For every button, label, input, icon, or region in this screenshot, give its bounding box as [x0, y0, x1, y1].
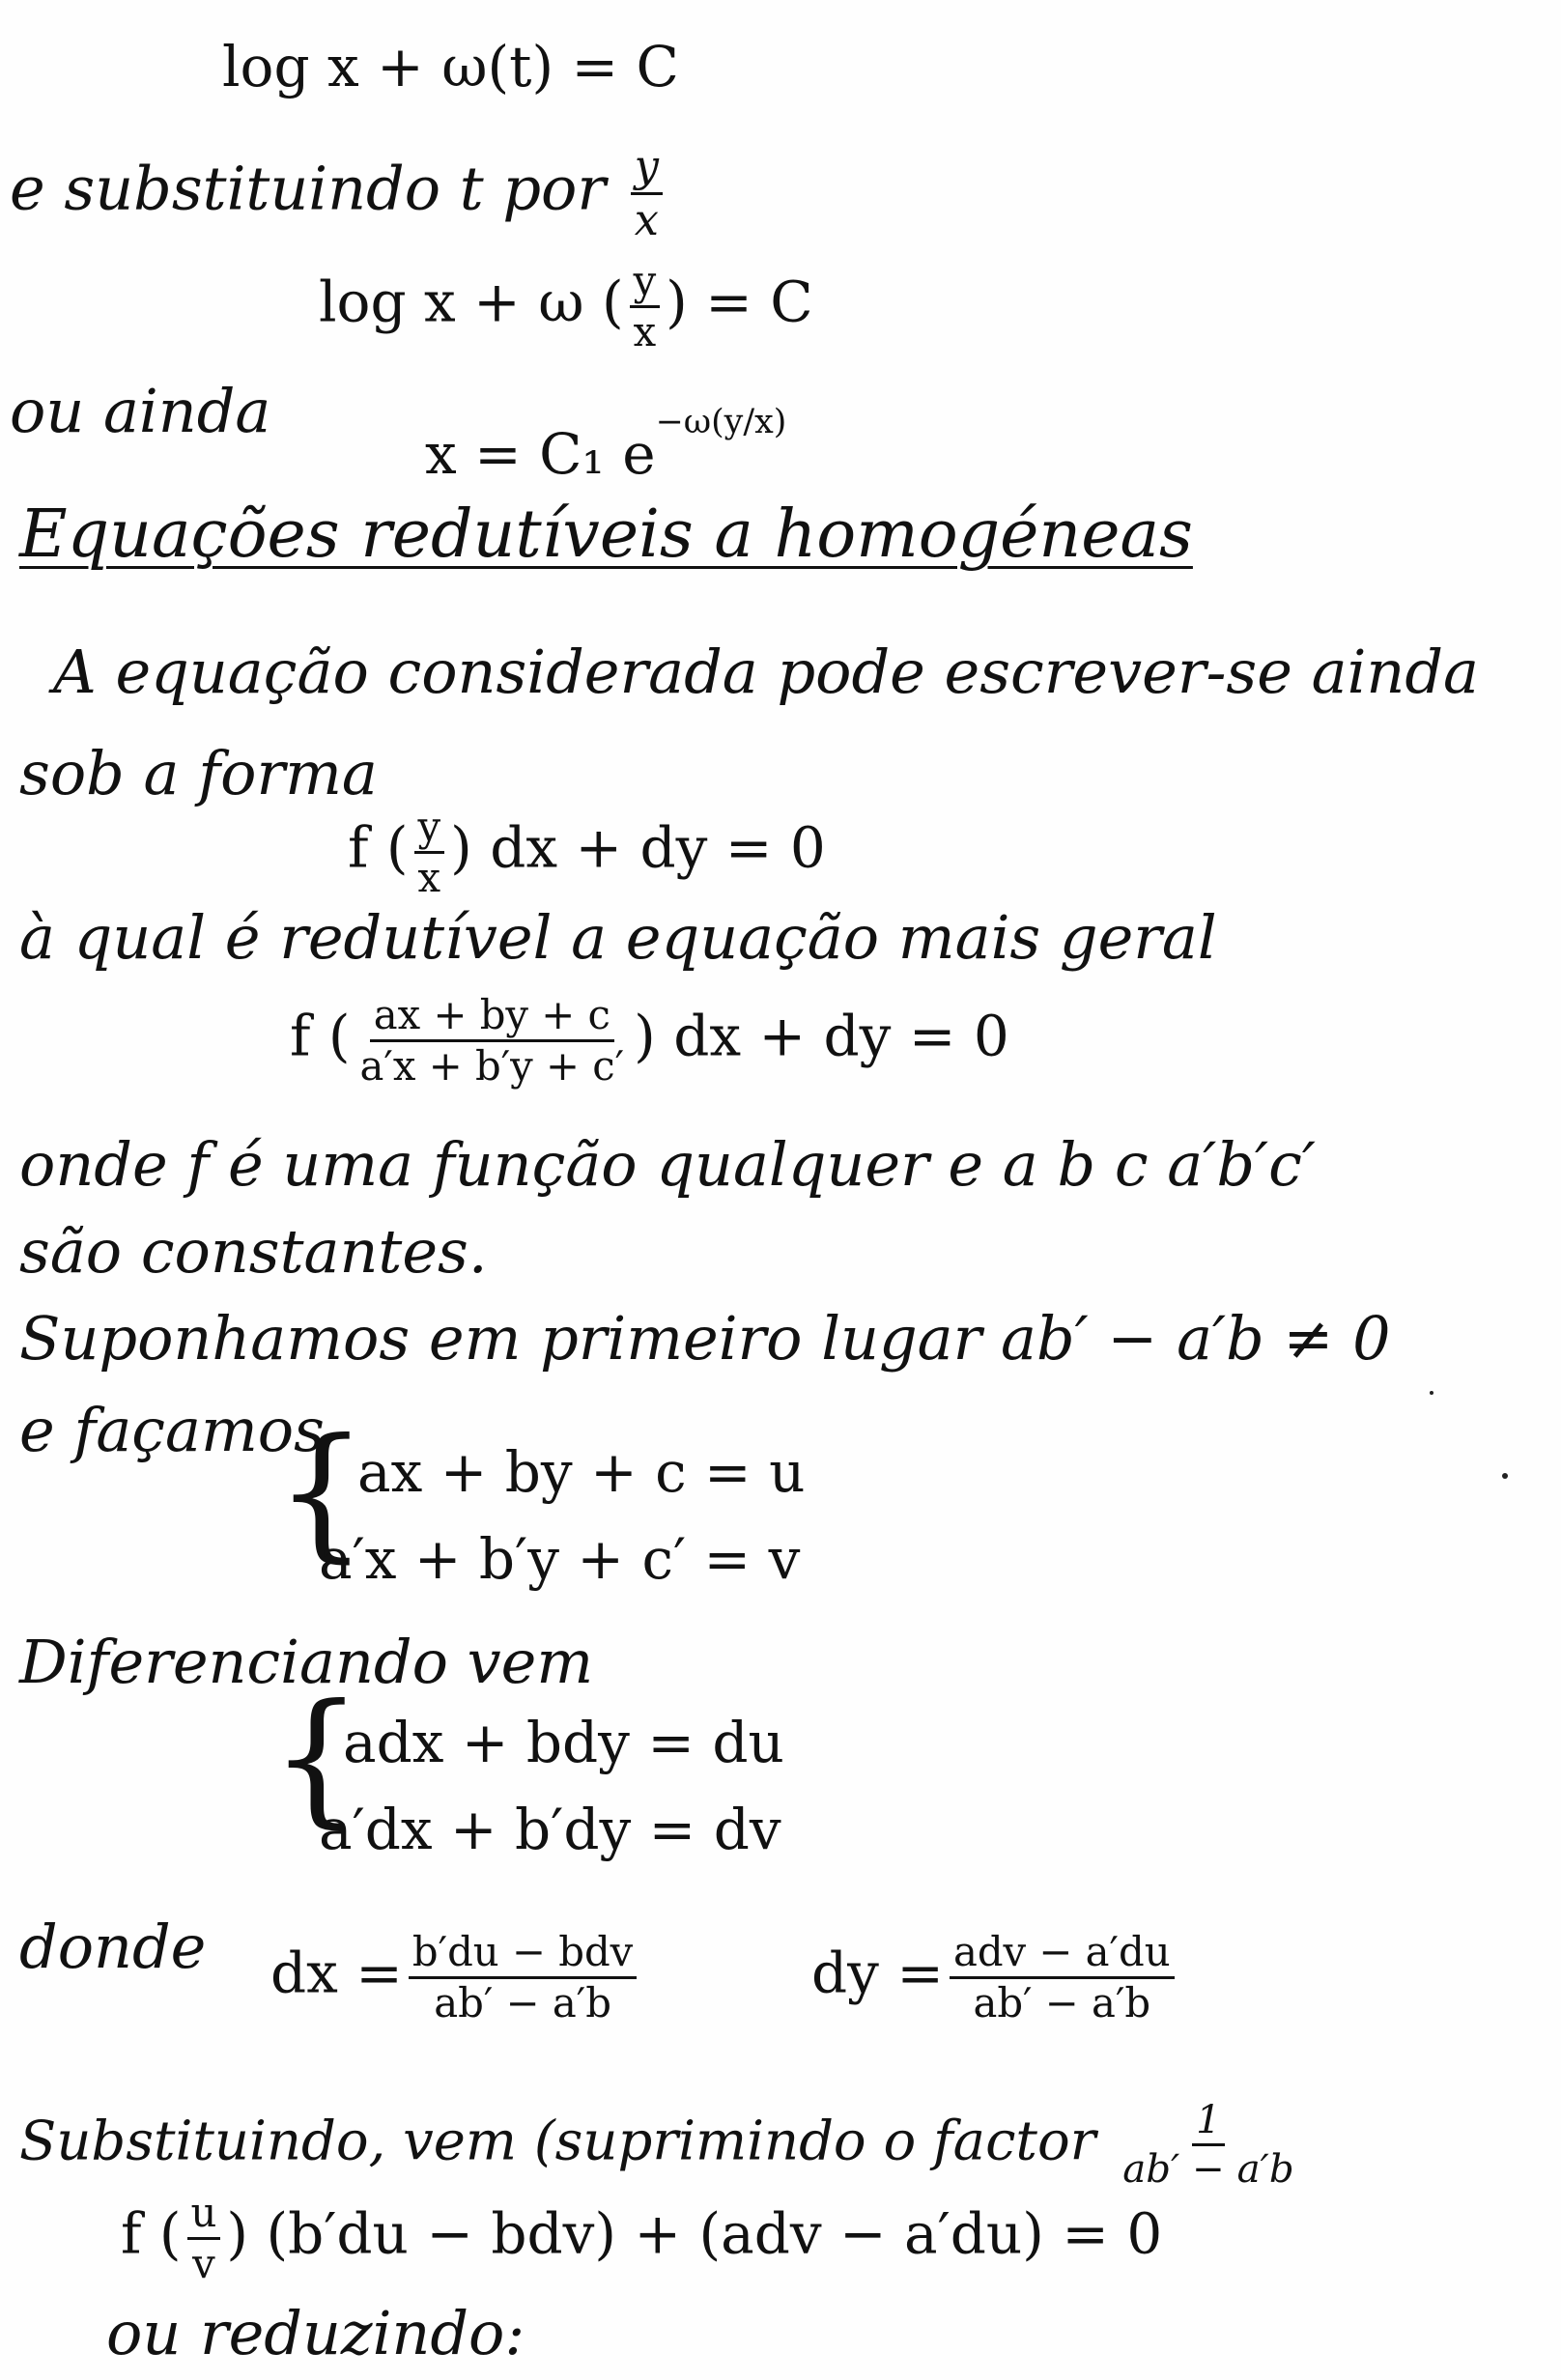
- equation-part-pre: log x + ω (: [319, 269, 624, 335]
- system-brace: {: [270, 1674, 363, 1842]
- fraction-y-over-x: [630, 257, 661, 355]
- fraction-denominator: x: [633, 307, 657, 355]
- equation-part-post: ) dx + dy = 0: [450, 814, 826, 881]
- paragraph-line: à qual é redutível a equação mais geral: [19, 902, 1217, 973]
- fraction-denominator: v: [192, 2239, 215, 2287]
- text-substituting-label: e substituindo t por: [10, 153, 607, 224]
- fraction-numerator: 1: [1192, 2101, 1225, 2146]
- paragraph-line: e façamos: [19, 1395, 325, 1465]
- paragraph-line: sob a forma: [19, 738, 378, 808]
- fraction-denominator: x: [634, 194, 659, 245]
- system-equation: a′x + b′y + c′ = v: [319, 1526, 801, 1592]
- system-equation: ax + by + c = u: [357, 1439, 806, 1505]
- equation-part-post: ) (b′du − bdv) + (adv − a′du) = 0: [226, 2200, 1163, 2267]
- equation-part-pre: f (: [121, 2200, 182, 2267]
- equation-general: [290, 991, 1009, 1090]
- equation-substituted: [121, 2189, 1163, 2287]
- fraction-numerator: u: [187, 2193, 221, 2240]
- fraction-dy: [950, 1928, 1175, 2026]
- text-substituting: [10, 141, 668, 245]
- ink-speck: [1430, 1391, 1433, 1395]
- paragraph-line: [19, 2097, 1304, 2193]
- paragraph-line: são constantes.: [19, 1216, 488, 1287]
- fraction-linear-ratio: [356, 991, 629, 1090]
- paragraph-line: ou reduzindo:: [106, 2298, 525, 2368]
- paragraph-line: A equação considerada pode escrever-se ainda: [53, 637, 1480, 707]
- equation-log-omega-substituted: [319, 257, 813, 355]
- paragraph-line: Diferenciando vem: [19, 1627, 594, 1697]
- equation-part-pre: f (: [290, 1003, 351, 1069]
- fraction-u-over-v: [187, 2189, 221, 2287]
- fraction-numerator: y: [414, 807, 445, 854]
- fraction-numerator: adv − a′du: [950, 1932, 1175, 1979]
- fraction-denominator: ab′ − a′b: [973, 1978, 1151, 2026]
- fraction-factor: [1119, 2097, 1297, 2193]
- fraction-denominator: ab′ − a′b: [434, 1978, 611, 2026]
- system-equation: a′dx + b′dy = dv: [319, 1797, 781, 1862]
- fraction-y-over-x: [631, 141, 663, 245]
- paragraph-line: Suponhamos em primeiro lugar ab′ − a′b ≠ 0: [19, 1303, 1391, 1374]
- ink-speck: [1502, 1473, 1508, 1479]
- equation-part-post: ) dx + dy = 0: [634, 1003, 1009, 1069]
- fraction-y-over-x: [414, 803, 445, 901]
- equation-exponential-solution: [425, 403, 787, 487]
- equation-part-post: ) = C: [666, 269, 813, 335]
- fraction-numerator: y: [631, 145, 663, 195]
- fraction-dx: [409, 1928, 637, 2026]
- paragraph-line: donde: [19, 1912, 207, 1982]
- equation-lhs: dx =: [270, 1940, 403, 2006]
- fraction-numerator: y: [630, 261, 661, 308]
- equation-log-omega: log x + ω(t) = C: [222, 34, 679, 99]
- equation-dx: [270, 1928, 642, 2026]
- equation-part-pre: f (: [348, 814, 409, 881]
- fraction-denominator: a′x + b′y + c′: [359, 1041, 625, 1090]
- system-equation: adx + bdy = du: [343, 1710, 784, 1775]
- equation-lhs: dy =: [811, 1940, 944, 2006]
- equation-dy: [811, 1928, 1180, 2026]
- paragraph-text: Substituindo, vem (suprimindo o factor: [19, 2110, 1096, 2173]
- fraction-denominator: ab′ − a′b: [1122, 2146, 1294, 2193]
- equation-exponent: −ω(y/x): [655, 403, 787, 441]
- paragraph-line: onde f é uma função qualquer e a b c a′b′c′: [19, 1129, 1316, 1200]
- fraction-denominator: x: [417, 853, 441, 901]
- fraction-numerator: ax + by + c: [370, 995, 614, 1042]
- section-heading: Equações redutíveis a homogéneas: [19, 496, 1193, 573]
- fraction-numerator: b′du − bdv: [409, 1932, 637, 1979]
- equation-part-main: x = C₁ e: [425, 420, 656, 487]
- system-brace: {: [275, 1408, 368, 1576]
- text-or-still: ou ainda: [10, 376, 271, 446]
- equation-homogeneous: [348, 803, 826, 901]
